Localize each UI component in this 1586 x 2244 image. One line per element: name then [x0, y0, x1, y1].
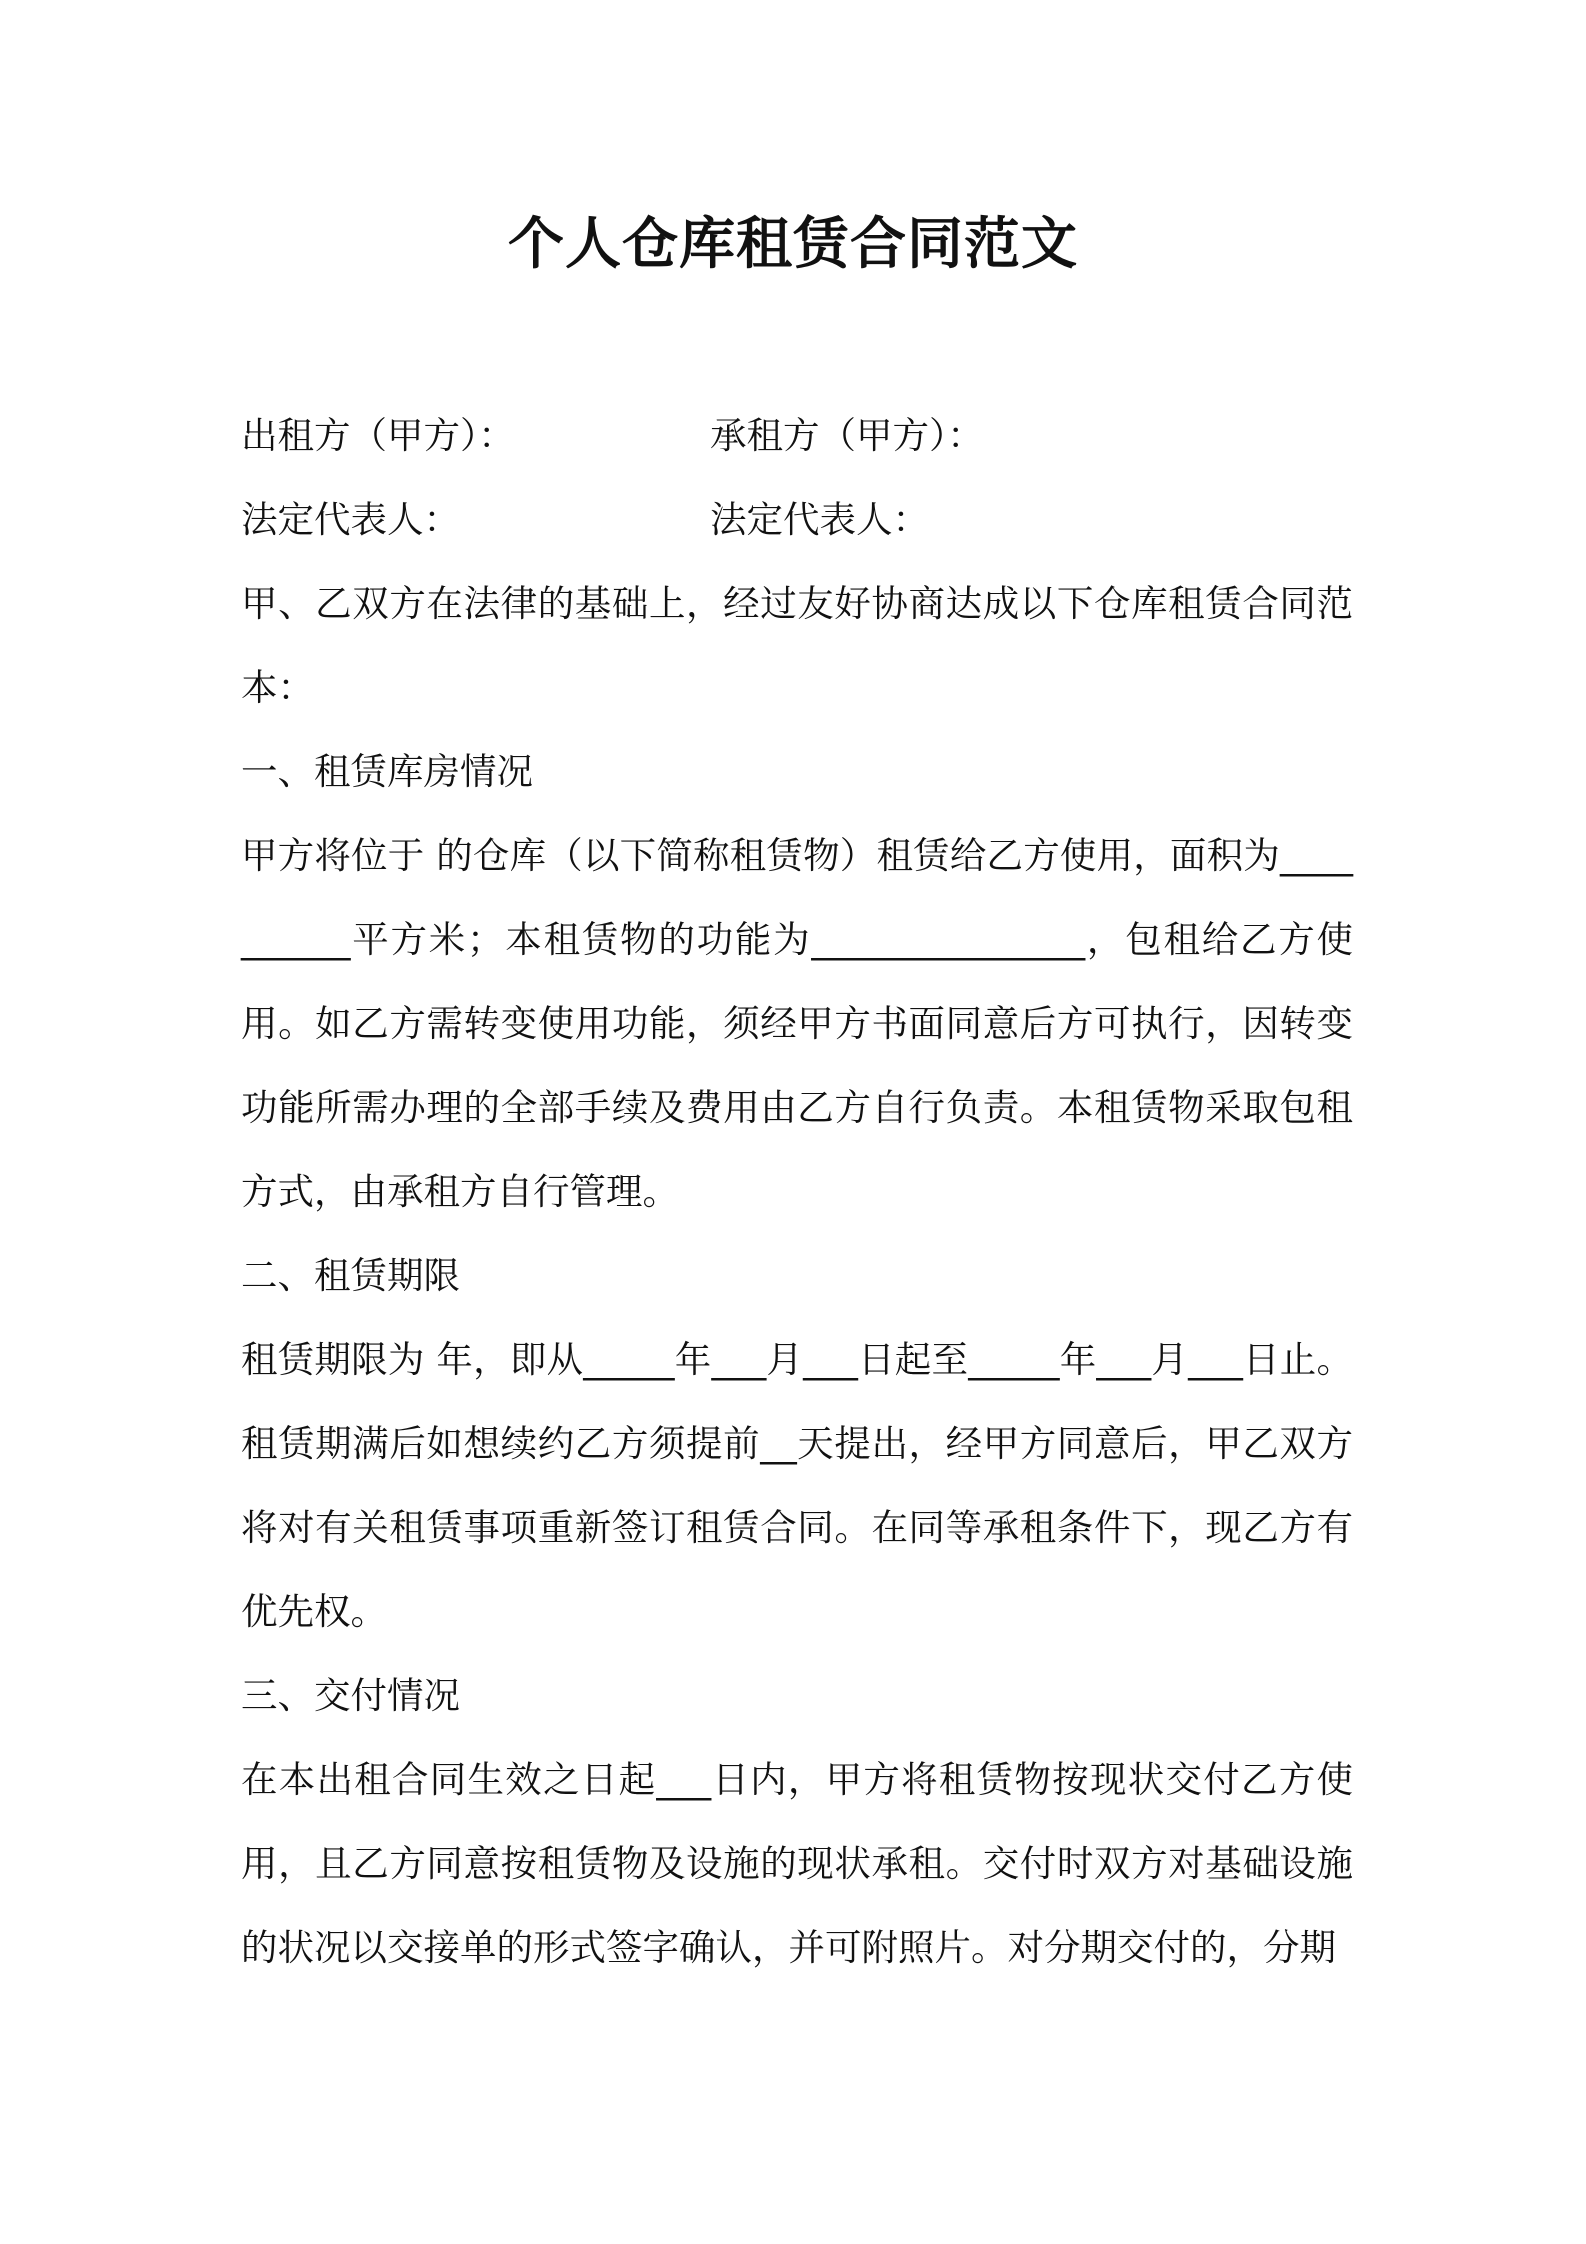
lessee-label: 承租方（甲方）： — [710, 414, 984, 457]
intro-paragraph: 甲、乙双方在法律的基础上，经过友好协商达成以下仓库租赁合同范本： — [241, 582, 1353, 709]
document-body — [241, 394, 1353, 1990]
party-row-2 — [241, 478, 1353, 562]
section-paragraph-2: 租赁期限为 年，即从_____年___月___日起至_____年___月___日止。租赁期满后如想续约乙方须提前__天提出，经甲方同意后，甲乙双方将对有关租赁事项重新签订租赁合同。在同等承租条件下，现乙方有优先权。 — [241, 1338, 1353, 1633]
section-paragraph-1: 甲方将位于 的仓库（以下简称租赁物）租赁给乙方使用，面积为__________平方米；本租赁物的功能为_______________，包租给乙方使用。如乙方需转变使用功能，须经甲方书面同意后方可执行，因转变功能所需办理的全部手续及费用由乙方自行负责。本租赁物采取包租方式，由承租方自行管理。 — [241, 834, 1353, 1213]
lessor-representative-label: 法定代表人： — [241, 498, 460, 541]
section-heading-1: 一、租赁库房情况 — [241, 750, 533, 793]
party-row-1 — [241, 394, 1353, 478]
section-paragraph-3: 在本出租合同生效之日起___日内，甲方将租赁物按现状交付乙方使用，且乙方同意按租赁物及设施的现状承租。交付时双方对基础设施的状况以交接单的形式签字确认，并可附照片。对分期交付的，分期 — [241, 1758, 1353, 1969]
section-heading-3: 三、交付情况 — [241, 1674, 460, 1717]
document-title: 个人仓库租赁合同范文 — [508, 212, 1078, 277]
lessee-representative-label: 法定代表人： — [710, 498, 929, 541]
lessor-label: 出租方（甲方）： — [241, 414, 515, 457]
section-heading-2: 二、租赁期限 — [241, 1254, 460, 1297]
